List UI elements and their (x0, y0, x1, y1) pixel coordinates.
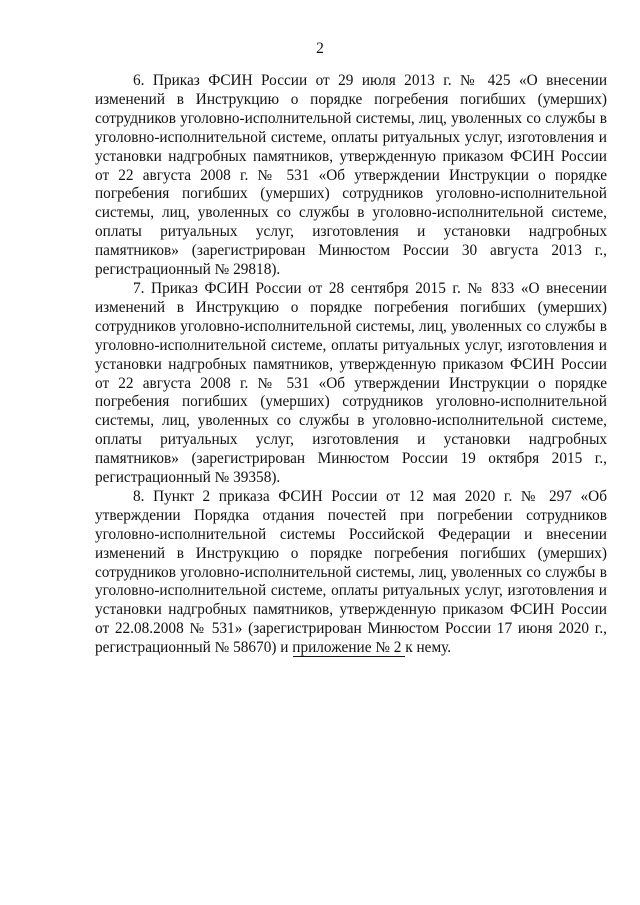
paragraph-item-7: 7. Приказ ФСИН России от 28 сентября 2015 г. № 833 «О внесении изменений в Инструкцию о порядке погребения погибших (умерших) сотрудников уголовно-исполнительной системы, лиц, уволенных со службы в уголовно-исполнительной системе, оплаты ритуальных услуг, изготовления и установки надгробных памятников, утвержденную приказом ФСИН России от 22 августа 2008 г. № 531 «Об утверждении Инструкции о порядке погребения погибших (умерших) сотрудников уголовно-исполнительной системы, лиц, уволенных со службы в уголовно-исполнительной системе, оплаты ритуальных услуг, изготовления и установки надгробных памятников» (зарегистрирован Минюстом России 19 октября 2015 г., регистрационный № 39358). (95, 279, 607, 487)
paragraph-item-6: 6. Приказ ФСИН России от 29 июля 2013 г. № 425 «О внесении изменений в Инструкцию о порядке погребения погибших (умерших) сотрудников уголовно-исполнительной системы, лиц, уволенных со службы в уголовно-исполнительной системе, оплаты ритуальных услуг, изготовления и установки надгробных памятников, утвержденную приказом ФСИН России от 22 августа 2008 г. № 531 «Об утверждении Инструкции о порядке погребения погибших (умерших) сотрудников уголовно-исполнительной системы, лиц, уволенных со службы в уголовно-исполнительной системе, оплаты ритуальных услуг, изготовления и установки надгробных памятников» (зарегистрирован Минюстом России 30 августа 2013 г., регистрационный № 29818). (95, 72, 607, 279)
end-divider-line (293, 656, 405, 657)
page-number: 2 (316, 40, 324, 57)
paragraph-item-8: 8. Пункт 2 приказа ФСИН России от 12 мая 2020 г. № 297 «Об утверждении Порядка отдания почестей при погребении сотрудников уголовно-исполнительной системы Российской Федерации и внесении изменений в Инструкцию о порядке погребения погибших (умерших) сотрудников уголовно-исполнительной системы, лиц, уволенных со службы в уголовно-исполнительной системе, оплаты ритуальных услуг, изготовления и установки надгробных памятников, утвержденную приказом ФСИН России от 22.08.2008 № 531» (зарегистрирован Минюстом России 17 июня 2020 г., регистрационный № 58670) и приложение № 2 к нему. (95, 487, 607, 657)
document-body (95, 72, 607, 658)
